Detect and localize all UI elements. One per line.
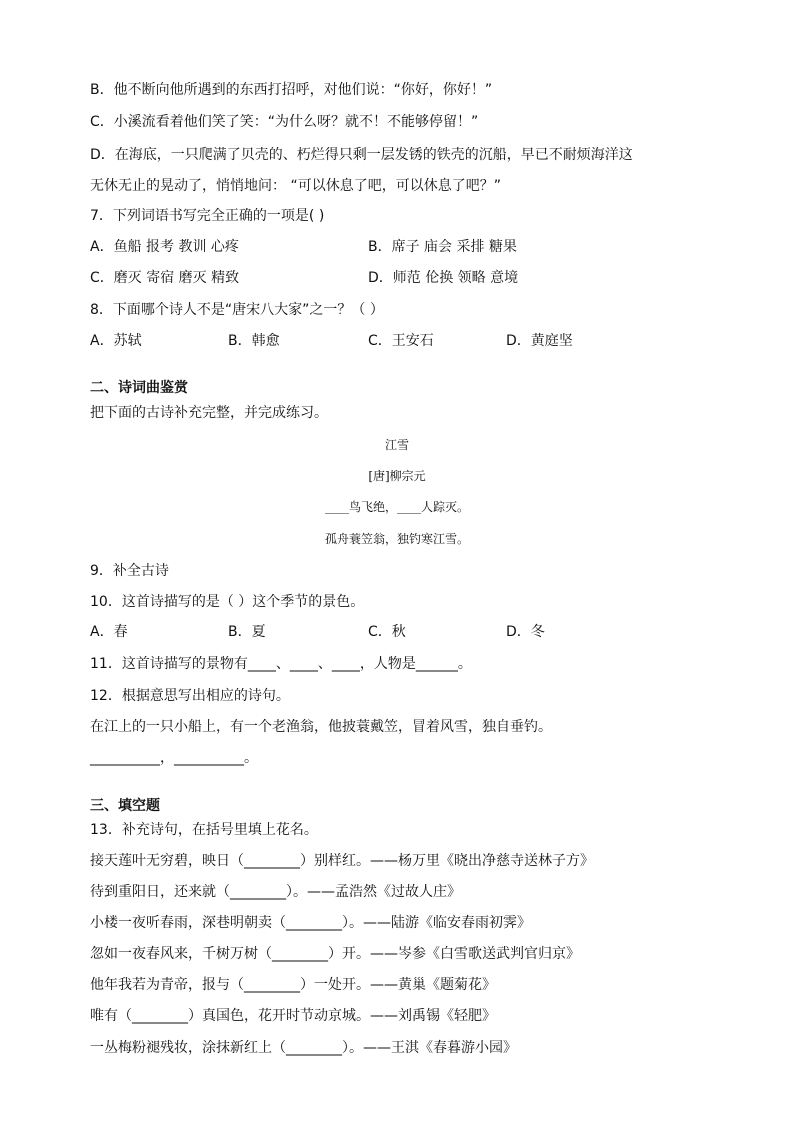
- q13-line-5: 他年我若为青帝，报与（________）一处开。——黄巢《题菊花》: [90, 977, 496, 993]
- section2-intro: 把下面的古诗补充完整，并完成练习。: [90, 405, 328, 421]
- q11-stem: 11．这首诗描写的景物有____、____、____，人物是______。: [90, 656, 472, 672]
- poem-author: [唐]柳宗元: [368, 469, 426, 483]
- q6-option-b: B．他不断向他所遇到的东西打招呼，对他们说：“你好，你好！”: [90, 82, 493, 98]
- section2-title: 二、诗词曲鉴赏: [90, 380, 188, 396]
- q6-option-c: C．小溪流看着他们笑了笑：“为什么呀？就不！不能够停留！”: [90, 114, 479, 130]
- q10-option-b: B．夏: [228, 624, 266, 640]
- q13-line-6: 唯有（________）真国色，花开时节动京城。——刘禹锡《轻肥》: [90, 1008, 496, 1024]
- q7-option-c: C．磨灭 寄宿 磨灭 精致: [90, 270, 240, 286]
- q9-stem: 9．补全古诗: [90, 563, 169, 579]
- q13-line-4: 忽如一夜春风来，千树万树（________）开。——岑参《白雪歌送武判官归京》: [90, 946, 580, 962]
- q8-stem: 8．下面哪个诗人不是“唐宋八大家”之一？（ ）: [90, 302, 384, 318]
- q8-option-c: C．王安石: [368, 333, 434, 349]
- q7-option-a: A．鱼船 报考 教训 心疼: [90, 239, 239, 255]
- q6-option-d-line1: D．在海底，一只爬满了贝壳的、朽烂得只剩一层发锈的铁壳的沉船，早已不耐烦海洋这: [90, 147, 633, 163]
- poem-line-1: ____鸟飞绝，____人踪灭。: [324, 500, 469, 514]
- q13-stem: 13．补充诗句，在括号里填上花名。: [90, 822, 318, 838]
- q10-stem: 10．这首诗描写的是（ ）这个季节的景色。: [90, 594, 365, 610]
- q10-option-c: C．秋: [368, 624, 406, 640]
- q7-option-d: D．师范 伦换 领略 意境: [368, 270, 519, 286]
- q13-line-2: 待到重阳日，还来就（________）。——孟浩然《过故人庄》: [90, 884, 461, 900]
- q8-option-b: B．韩愈: [228, 333, 280, 349]
- q10-option-a: A．春: [90, 624, 128, 640]
- q7-stem: 7．下列词语书写完全正确的一项是( ): [90, 208, 325, 224]
- q8-option-d: D．黄庭坚: [506, 333, 573, 349]
- q13-line-3: 小楼一夜听春雨，深巷明朝卖（________）。——陆游《临安春雨初霁》: [90, 915, 531, 931]
- poem-line-2: 孤舟蓑笠翁，独钓寒江雪。: [324, 532, 469, 546]
- q13-line-7: 一丛梅粉褪残妆，涂抹新红上（________）。——王淇《春暮游小园》: [90, 1040, 517, 1056]
- q13-line-1: 接天莲叶无穷碧，映日（________）别样红。——杨万里《晓出净慈寺送林子方》: [90, 853, 594, 869]
- q10-option-d: D．冬: [506, 624, 545, 640]
- section3-title: 三、填空题: [90, 798, 160, 814]
- q12-stem: 12．根据意思写出相应的诗句。: [90, 688, 290, 704]
- poem-title: 江雪: [384, 438, 409, 452]
- q7-option-b: B．席子 庙会 采排 糖果: [368, 239, 517, 255]
- q12-meaning: 在江上的一只小船上，有一个老渔翁，他披蓑戴笠，冒着风雪，独自垂钓。: [90, 719, 552, 735]
- q8-option-a: A．苏轼: [90, 333, 142, 349]
- q6-option-d-line2: 无休无止的晃动了，悄悄地问： “可以休息了吧，可以休息了吧？”: [90, 178, 501, 194]
- q12-answer-blanks: __________，__________。: [90, 750, 258, 766]
